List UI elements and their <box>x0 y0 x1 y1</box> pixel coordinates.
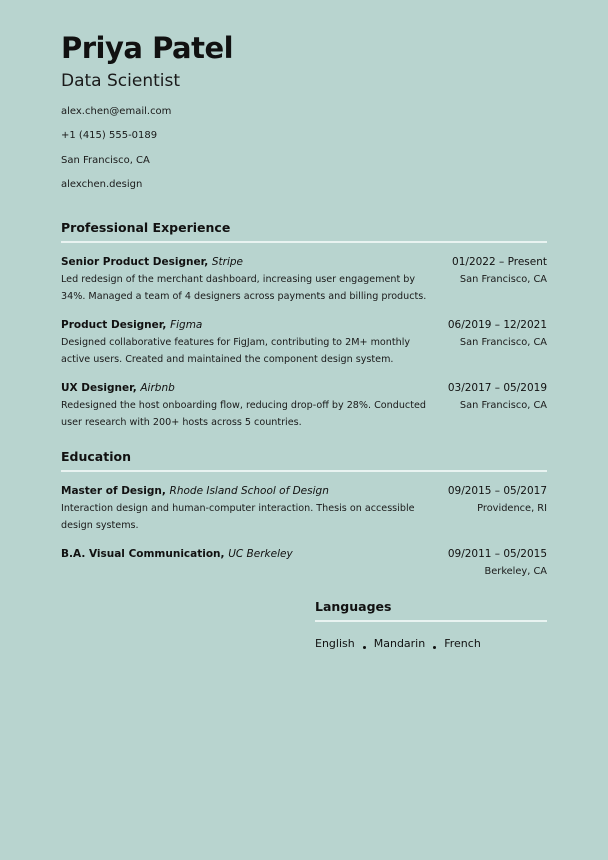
date-range: 09/2015 – 05/2017 <box>447 485 547 497</box>
role-title: Product Designer <box>61 319 163 331</box>
education-entry <box>61 484 547 534</box>
degree-title: Master of Design <box>61 485 162 497</box>
date-range: 03/2017 – 05/2019 <box>447 382 547 394</box>
entry-description: Led redesign of the merchant dashboard, increasing user engagement by 34%. Managed a team of 4 designers across payments and billing products. <box>61 274 427 302</box>
section-title: Education <box>61 449 131 464</box>
languages-section <box>315 599 547 651</box>
language-list <box>315 637 547 651</box>
bullet-separator <box>433 646 436 649</box>
section-divider <box>61 241 547 243</box>
date-range: 01/2022 – Present <box>452 256 547 268</box>
contact-website: alexchen.design <box>61 178 143 190</box>
section-title: Professional Experience <box>61 220 231 235</box>
education-section <box>61 449 547 581</box>
entry-heading: UX Designer, Airbnb <box>61 382 175 394</box>
experience-entry <box>61 255 547 305</box>
section-title: Languages <box>315 599 392 614</box>
entry-location: San Francisco, CA <box>459 337 547 348</box>
entry-location: San Francisco, CA <box>459 274 547 285</box>
contact-list <box>61 106 547 191</box>
date-range: 09/2011 – 05/2015 <box>447 548 547 560</box>
education-entry <box>61 547 547 581</box>
contact-location: San Francisco, CA <box>61 154 150 166</box>
entry-location: Berkeley, CA <box>484 566 547 577</box>
entry-heading: Master of Design, Rhode Island School of Design <box>61 485 329 497</box>
language-item: French <box>444 637 481 650</box>
organization: Airbnb <box>140 382 175 394</box>
entry-description: Interaction design and human-computer interaction. Thesis on accessible design systems. <box>61 503 415 531</box>
job-title: Data Scientist <box>61 71 180 91</box>
person-name: Priya Patel <box>61 31 234 65</box>
organization: Stripe <box>211 256 244 268</box>
organization: Figma <box>170 319 203 331</box>
language-item: English <box>315 637 355 650</box>
experience-section <box>61 220 547 431</box>
role-title: Senior Product Designer <box>61 256 205 268</box>
section-divider <box>61 470 547 472</box>
entry-description: Designed collaborative features for FigJam, contributing to 2M+ monthly active users. Created and maintained the component design system. <box>61 337 411 365</box>
role-title: UX Designer <box>61 382 133 394</box>
experience-entry <box>61 318 547 368</box>
entry-heading: Product Designer, Figma <box>61 319 203 331</box>
contact-email: alex.chen@email.com <box>61 106 172 117</box>
entry-heading: Senior Product Designer, Stripe <box>61 256 244 268</box>
resume-header <box>61 30 547 203</box>
entry-description: Redesigned the host onboarding flow, reducing drop-off by 28%. Conducted user research with 200+ hosts across 5 countries. <box>61 400 426 428</box>
school-name: Rhode Island School of Design <box>169 485 329 497</box>
contact-phone: +1 (415) 555-0189 <box>61 130 158 142</box>
date-range: 06/2019 – 12/2021 <box>447 319 547 331</box>
experience-entry <box>61 381 547 431</box>
section-divider <box>315 620 547 622</box>
entry-location: San Francisco, CA <box>459 400 547 411</box>
entry-location: Providence, RI <box>477 503 547 514</box>
bullet-separator <box>363 646 366 649</box>
entry-heading: B.A. Visual Communication, UC Berkeley <box>61 548 293 560</box>
degree-title: B.A. Visual Communication <box>61 548 221 560</box>
language-item: Mandarin <box>373 637 426 650</box>
entry-description <box>61 564 431 581</box>
school-name: UC Berkeley <box>228 548 293 560</box>
